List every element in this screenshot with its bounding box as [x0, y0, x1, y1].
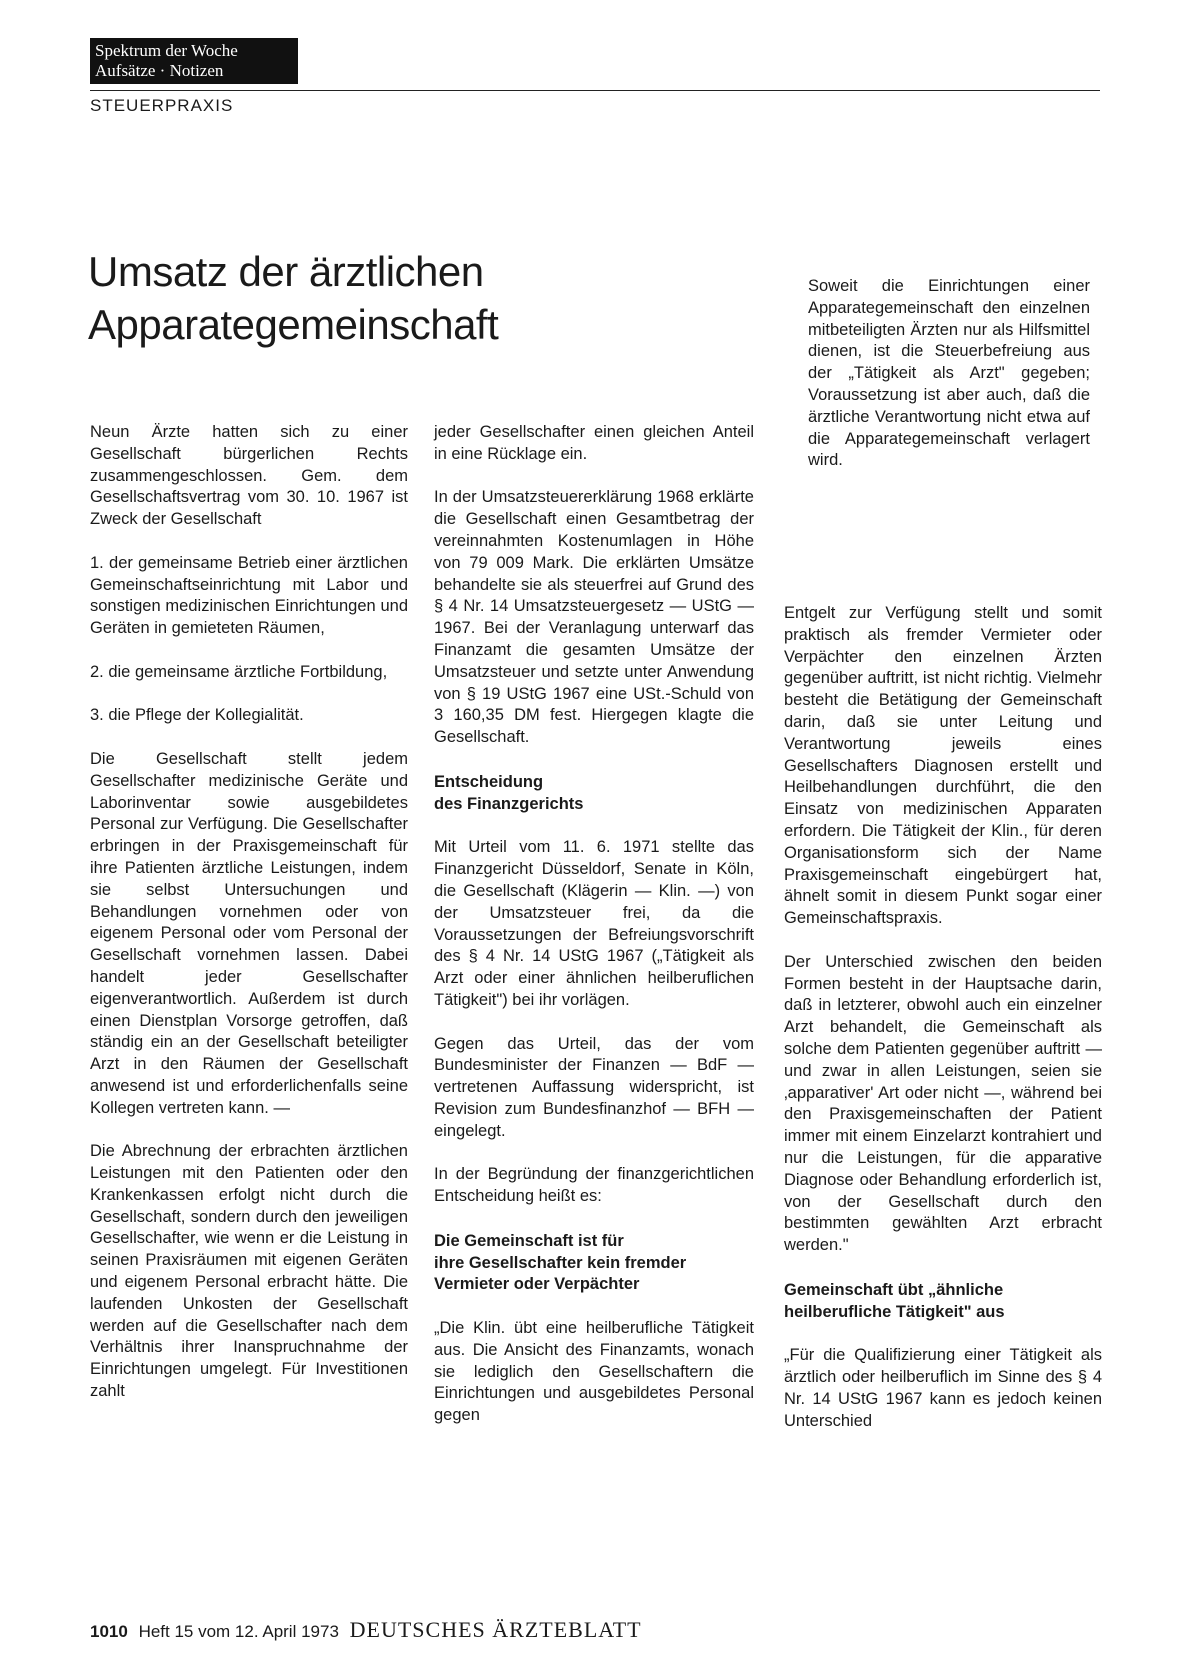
column-1	[90, 422, 408, 1425]
title-line-1: Umsatz der ärztlichen	[88, 248, 484, 295]
paragraph: Neun Ärzte hatten sich zu einer Gesellschaft bürgerlichen Rechts zusammengeschlossen. Gem. dem Gesellschaftsvertrag vom 30. 10. 1967 ist Zweck der Gesellschaft	[90, 423, 408, 529]
subheading-line: heilberufliche Tätigkeit" aus	[784, 1302, 1005, 1321]
subheading-line: des Finanzgerichts	[434, 794, 584, 813]
subheading-line: Vermieter oder Verpächter	[434, 1275, 640, 1294]
page-number: 1010	[90, 1622, 128, 1641]
paragraph: Die Gesellschaft stellt jedem Gesellschafter medizinische Geräte und Laborinventar sowie ausgebildetes Personal zur Verfügung. Die Gesellschafter erbringen in der Praxisgemeinschaft für ihre Patienten ärztliche Leistungen, indem sie selbst Untersuchungen und Behandlungen vornehmen oder von eigenem Personal oder vom Personal der Gesellschaft vornehmen lassen. Dabei handelt jeder Gesellschafter eigenverantwortlich. Außerdem ist durch einen Dienstplan Vorsorge getroffen, daß ständig ein an der Gesellschaft beteiligter Arzt in den Räumen der Gesellschaft anwesend ist und erforderlichenfalls seine Kollegen vertreten kann. —	[90, 749, 408, 1117]
subheading-activity	[784, 1280, 1102, 1324]
title-line-2: Apparategemeinschaft	[88, 301, 499, 348]
subheading-community	[434, 1231, 754, 1296]
summary-text: Soweit die Einrichtungen einer Apparategemeinschaft den einzelnen mitbeteiligten Ärzten nur als Hilfsmittel dienen, ist die Steuerbefreiung aus der „Tätigkeit als Arzt" gegeben; Voraussetzung ist aber auch, daß die ärztliche Verantwortung nicht etwa auf die Apparategemeinschaft verlagert wird.	[808, 277, 1090, 470]
paragraph: 1. der gemeinsame Betrieb einer ärztlichen Gemeinschaftseinrichtung mit Labor und sonstigen medizinischen Einrichtungen und Geräten in gemieteten Räumen,	[90, 553, 408, 638]
issue-info: Heft 15 vom 12. April 1973	[138, 1622, 339, 1641]
paragraph: jeder Gesellschafter einen gleichen Anteil in eine Rücklage ein.	[434, 423, 754, 463]
section-banner	[90, 38, 298, 84]
banner-line-2: Aufsätze · Notizen	[95, 61, 224, 80]
column-3	[784, 603, 1102, 1454]
paragraph: In der Umsatzsteuererklärung 1968 erklärte die Gesellschaft einen Gesamtbetrag der vereinnahmten Kostenumlagen in Höhe von 79 009 Mark. Die erklärten Umsätze behandelte sie als steuerfrei auf Grund des § 4 Nr. 14 Umsatzsteuergesetz — UStG — 1967. Bei der Veranlagung unterwarf das Finanzamt die gesamten Umsätze der Umsatzsteuer und setzte unter Anwendung von § 19 UStG 1967 eine USt.-Schuld von 3 160,35 DM fest. Hiergegen klagte die Gesellschaft.	[434, 488, 754, 747]
paragraph: „Die Klin. übt eine heilberufliche Tätigkeit aus. Die Ansicht des Finanzamts, wonach sie lediglich den Gesellschaftern die Einrichtungen und ausgebildetes Personal gegen	[434, 1319, 754, 1425]
summary-box	[808, 276, 1090, 494]
subheading-line: Die Gemeinschaft ist für	[434, 1231, 624, 1250]
column-2	[434, 422, 754, 1449]
paragraph: „Für die Qualifizierung einer Tätigkeit als ärztlich oder heilberuflich im Sinne des § 4 Nr. 14 UStG 1967 kann es jedoch keinen Unterschied	[784, 1346, 1102, 1430]
subheading-decision	[434, 772, 754, 816]
subheading-line: ihre Gesellschafter kein fremder	[434, 1253, 687, 1272]
page-footer	[90, 1617, 642, 1643]
subheading-line: Gemeinschaft übt „ähnliche	[784, 1280, 1004, 1299]
article-title	[88, 245, 498, 351]
paragraph: Der Unterschied zwischen den beiden Formen besteht in der Hauptsache darin, daß in letzterer, obwohl auch ein einzelner Arzt behandelt, die Gemeinschaft als solche dem Patienten gegenüber auftritt — und zwar in allen Leistungen, seien sie ‚apparativer' Art oder nicht —, während bei den Praxisgemeinschaften der Patient immer mit einem Einzelarzt kontrahiert und nur die Leistungen, für die apparative Diagnose oder Behandlung erforderlich ist, von der Gesellschaft durch den bestimmten gewählten Arzt erbracht werden."	[784, 952, 1102, 1255]
subheading-line: Entscheidung	[434, 772, 544, 791]
paragraph: Entgelt zur Verfügung stellt und somit praktisch als fremder Vermieter oder Verpächter den einzelnen Ärzten gegenüber auftritt, ist nicht richtig. Vielmehr besteht die Betätigung der Gemeinschaft darin, daß sie unter Leitung und Verantwortung jeweils eines Gesellschafters Diagnosen erstellt und Heilbehandlungen durchführt, die den Einsatz von medizinischen Apparaten erfordern. Die Tätigkeit der Klin., für deren Organisationsform sich der Name Praxisgemeinschaft eingebürgert hat, ähnelt somit in diesem Punkt sogar einer Gemeinschaftspraxis.	[784, 604, 1102, 928]
paragraph: 2. die gemeinsame ärztliche Fortbildung,	[90, 662, 388, 681]
header-rule	[90, 90, 1100, 91]
journal-name: DEUTSCHES ÄRZTEBLATT	[349, 1617, 642, 1642]
paragraph: Mit Urteil vom 11. 6. 1971 stellte das Finanzgericht Düsseldorf, Senate in Köln, die Gesellschaft (Klägerin — Klin. —) von der Umsatzsteuer frei, da die Voraussetzungen der Befreiungsvorschrift des § 4 Nr. 14 UStG 1967 („Tätigkeit als Arzt oder einer ähnlichen heilberuflichen Tätigkeit") bei ihr vorlägen.	[434, 838, 754, 1009]
banner-line-1: Spektrum der Woche	[95, 41, 238, 60]
paragraph: 3. die Pflege der Kollegialität.	[90, 706, 304, 725]
paragraph: In der Begründung der finanzgerichtlichen Entscheidung heißt es:	[434, 1165, 754, 1206]
paragraph: Die Abrechnung der erbrachten ärztlichen Leistungen mit den Patienten oder den Krankenkassen erfolgt nicht durch die Gesellschaft, sondern durch den jeweiligen Gesellschafter, wie wenn er die Leistung in seinen Praxisräumen mit eigenen Geräten und eigenem Personal erbracht hätte. Die laufenden Unkosten der Gesellschaft werden auf die Gesellschafter nach dem Verhältnis ihrer Inanspruchnahme der Einrichtungen umgelegt. Für Investitionen zahlt	[90, 1142, 408, 1401]
section-label: STEUERPRAXIS	[90, 96, 234, 115]
paragraph: Gegen das Urteil, das der vom Bundesminister der Finanzen — BdF — vertretenen Auffassung widerspricht, ist Revision zum Bundesfinanzhof — BFH — eingelegt.	[434, 1034, 754, 1140]
